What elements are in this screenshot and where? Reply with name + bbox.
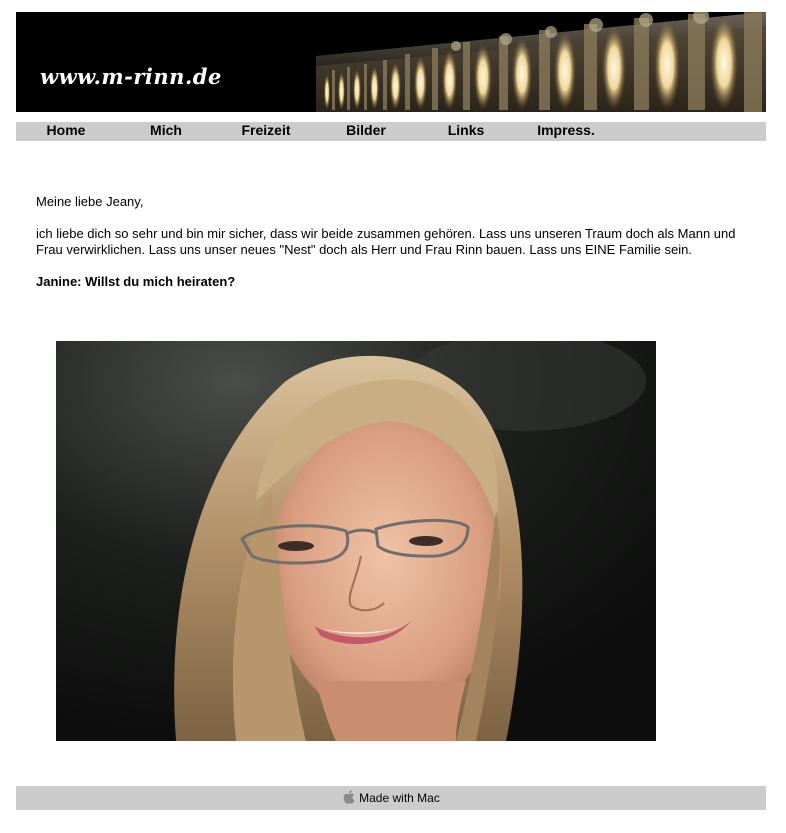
body-text: ich liebe dich so sehr und bin mir sicher, dass wir beide zusammen gehören. Lass uns unseren Traum doch als Mann und Frau verwirklichen. Lass uns unser neues "Nest" doch als Herr und Frau Rinn bauen. Lass uns EINE Familie sein. [36,226,736,257]
nav-item-links[interactable]: Links [447,122,485,138]
made-with-mac-badge[interactable] [342,789,440,807]
nav-item-home[interactable]: Home [46,122,86,138]
nav-item-freizeit[interactable]: Freizeit [241,122,291,138]
header-banner [16,12,766,112]
greeting-text: Meine liebe Jeany, [36,194,144,209]
footer-bar [16,786,766,810]
nav-item-mich[interactable]: Mich [150,122,182,138]
portrait-photo [56,341,656,741]
apple-icon [342,789,356,805]
site-title[interactable]: www.m-rinn.de [40,64,222,89]
palace-banner-image [306,12,766,112]
portrait-image [56,341,656,741]
main-navigation [16,122,766,141]
proposal-question: Janine: Willst du mich heiraten? [36,274,236,289]
nav-item-bilder[interactable]: Bilder [346,122,386,138]
footer-label: Made with Mac [359,791,440,805]
main-content [36,194,736,306]
nav-item-impressum[interactable]: Impress. [537,122,595,138]
